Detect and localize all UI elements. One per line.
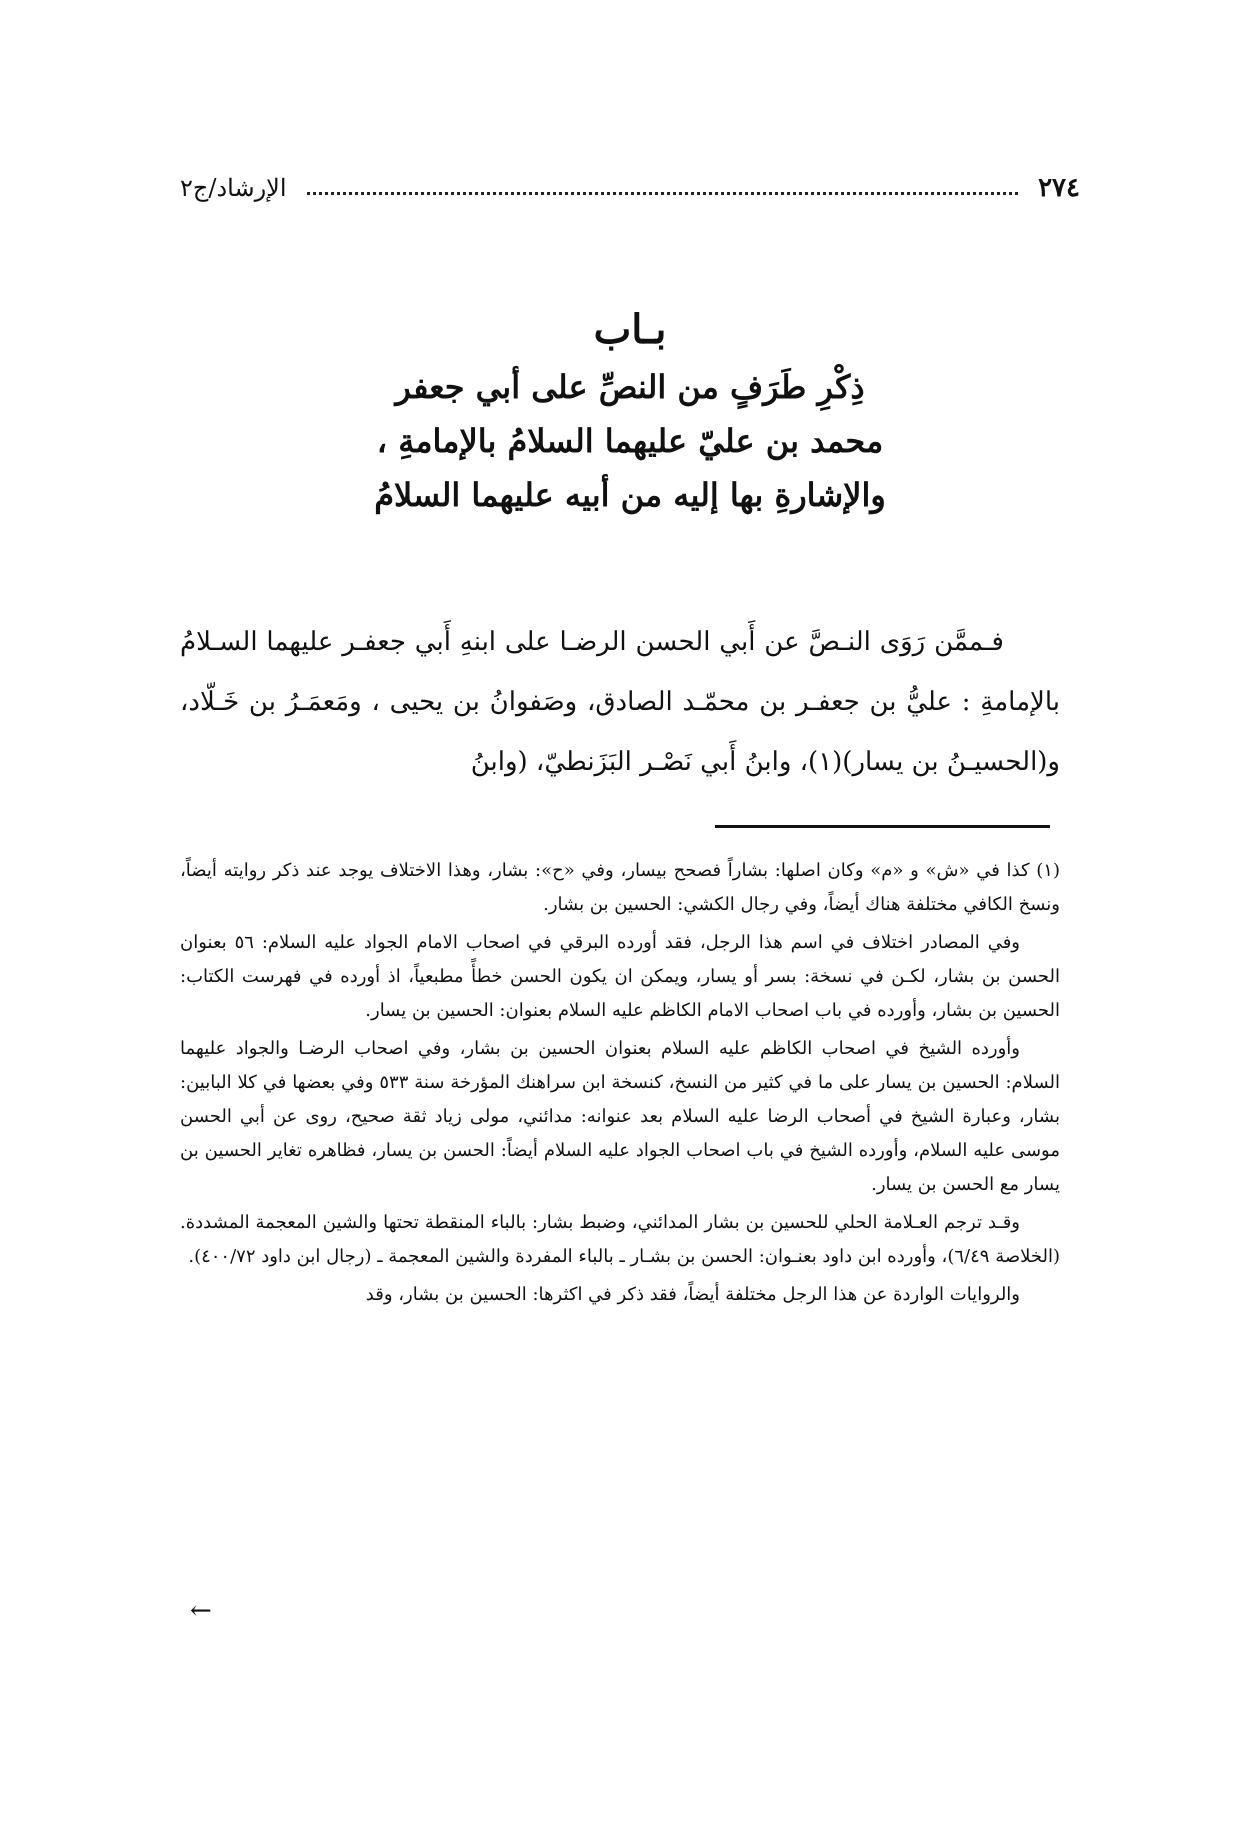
- chapter-title-line: والإشارةِ بها إليه من أبيه عليهما السلامُ: [374, 476, 886, 514]
- chapter-title-line: محمد بن عليّ عليهما السلامُ بالإمامةِ ،: [376, 422, 884, 460]
- page-header: [180, 168, 1080, 208]
- running-title: الإرشاد/ج٢: [180, 174, 287, 202]
- continue-arrow-icon: ←: [190, 1596, 212, 1626]
- chapter-heading: [180, 300, 1080, 522]
- main-text: [180, 612, 1060, 792]
- footnote-paragraph: والروايات الواردة عن هذا الرجل مختلفة أيضاً، فقد ذكر في اكثرها: الحسين بن بشار، وقد: [365, 1284, 1020, 1305]
- chapter-word: بـاب: [593, 306, 667, 353]
- body-paragraph: فـممَّن رَوَى النـصَّ عن أَبي الحسن الرضـا على ابنهِ أَبي جعفـر عليهما السـلامُ بالإمامةِ : عليُّ بن جعفـر بن محمّـد الصادق، وصَفوانُ بن يحيى ، ومَعمَـرُ بن خَـلّاد، و(الحسيـنُ بن يسار)(١)، وابنُ أَبي نَصْـر البَزَنطيّ، (وابنُ: [180, 627, 1060, 777]
- footnote-paragraph: وأورده الشيخ في اصحاب الكاظم عليه السلام بعنوان الحسين بن بشار، وفي اصحاب الرضـا والجواد عليهما السلام: الحسين بن يسار على ما في كثير من النسخ، كنسخة ابن سراهنك المؤرخة سنة ٥٣٣ وفي بعضها في كلا البابين: بشار، وعبارة الشيخ في أصحاب الرضا عليه السلام بعد عنوانه: مدائني، مولى زياد ثقة صحيح، روى عن أبي الحسن موسى عليه السلام، وأورده الشيخ في باب اصحاب الجواد عليه السلام أيضاً: الحسن بن يسار، فظاهره تغاير الحسين بن يسار مع الحسن بن يسار.: [180, 1038, 1061, 1195]
- page-number: ٢٧٤: [1038, 173, 1080, 203]
- footnotes: [180, 854, 1060, 1316]
- header-dot-leader: [307, 182, 1019, 195]
- chapter-title-line: ذِكْرِ طَرَفٍ من النصِّ على أبي جعفر: [395, 368, 865, 406]
- footnote-paragraph: وقـد ترجم العـلامة الحلي للحسين بن بشار المدائني، وضبط بشار: بالباء المنقطة تحتها والشين المعجمة المشددة. (الخلاصة ٦/٤٩)، وأورده ابن داود بعنـوان: الحسن بن بشـار ـ بالباء المفردة والشين المعجمة ـ (رجال ابن داود ٤٠٠/٧٢).: [180, 1212, 1060, 1267]
- footnote-1: (١) كذا في «ش» و «م» وكان اصلها: بشاراً فصحح بيسار، وفي «ح»: بشار، وهذا الاختلاف يوجد عند ذكر روايته أيضاً، ونسخ الكافي مختلفة هناك أيضاً، وفي رجال الكشي: الحسين بن بشار.: [180, 860, 1060, 915]
- footnote-separator: [715, 825, 1050, 828]
- footnote-paragraph: وفي المصادر اختلاف في اسم هذا الرجل، فقد أورده البرقي في اصحاب الامام الجواد عليه السلام: ٥٦ بعنوان الحسن بن بشار، لكـن في نسخة: بسر أو يسار، ويمكن ان يكون الحسن خطأً مطبعياً، اذ أورده في فهرست الكتاب: الحسين بن بشار، وأورده في باب اصحاب الامام الكاظم عليه السلام بعنوان: الحسين بن يسار.: [180, 932, 1060, 1021]
